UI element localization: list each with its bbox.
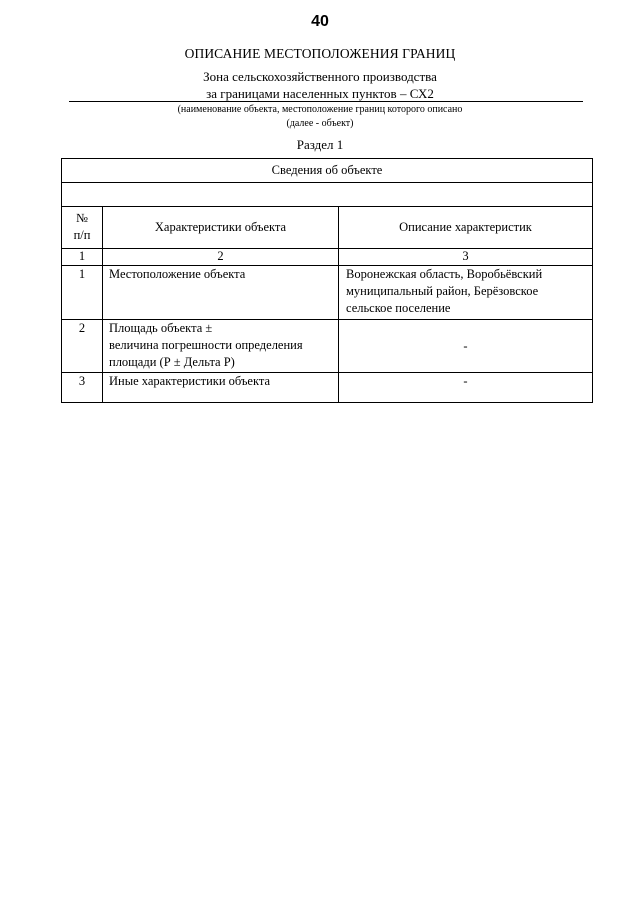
row-1-description-line-2: муниципальный район, Берёзовское: [346, 284, 539, 298]
header-num-line-2: п/п: [73, 228, 91, 242]
row-2-characteristic-line-2: величина погрешности определения: [109, 338, 303, 352]
object-name-line-1: Зона сельскохозяйственного производства: [203, 69, 437, 84]
table-title: Сведения об объекте: [271, 163, 383, 177]
row-3-num: 3: [78, 374, 86, 388]
header-description: Описание характеристик: [399, 220, 532, 234]
object-name-line-2: за границами населенных пунктов – СХ2: [206, 86, 434, 101]
row-2-characteristic-line-1: Площадь объекта ±: [109, 321, 213, 335]
row-2-description: -: [463, 339, 468, 353]
section-heading: Раздел 1: [296, 137, 344, 152]
row-3-description: -: [463, 374, 468, 388]
row-2-characteristic-line-3: площади (Р ± Дельта Р): [109, 355, 235, 369]
page-number: 40: [311, 13, 329, 30]
row-3-characteristic: Иные характеристики объекта: [109, 374, 271, 388]
header-characteristics: Характеристики объекта: [154, 220, 287, 234]
row-1-description-line-3: сельское поселение: [346, 301, 451, 315]
document-title: ОПИСАНИЕ МЕСТОПОЛОЖЕНИЯ ГРАНИЦ: [184, 46, 456, 61]
caption-line-2: (далее - объект): [286, 118, 354, 129]
header-num-line-1: №: [76, 211, 88, 225]
table-border-top: [61, 158, 593, 159]
table-border-right: [592, 158, 593, 403]
caption-line-1: (наименование объекта, местоположение границ которого описано: [177, 104, 463, 115]
row-1-num: 1: [78, 267, 86, 281]
table-line: [61, 206, 593, 207]
table-line: [61, 182, 593, 183]
row-1-description-line-1: Воронежская область, Воробьёвский: [346, 267, 543, 281]
underline-rule: [69, 101, 583, 102]
column-number-2: 2: [217, 249, 224, 263]
column-number-1: 1: [78, 249, 86, 263]
object-info-table: [61, 158, 593, 403]
row-2-num: 2: [78, 321, 86, 335]
row-1-characteristic: Местоположение объекта: [109, 267, 246, 281]
table-border-bottom: [61, 402, 593, 403]
column-number-3: 3: [462, 249, 469, 263]
